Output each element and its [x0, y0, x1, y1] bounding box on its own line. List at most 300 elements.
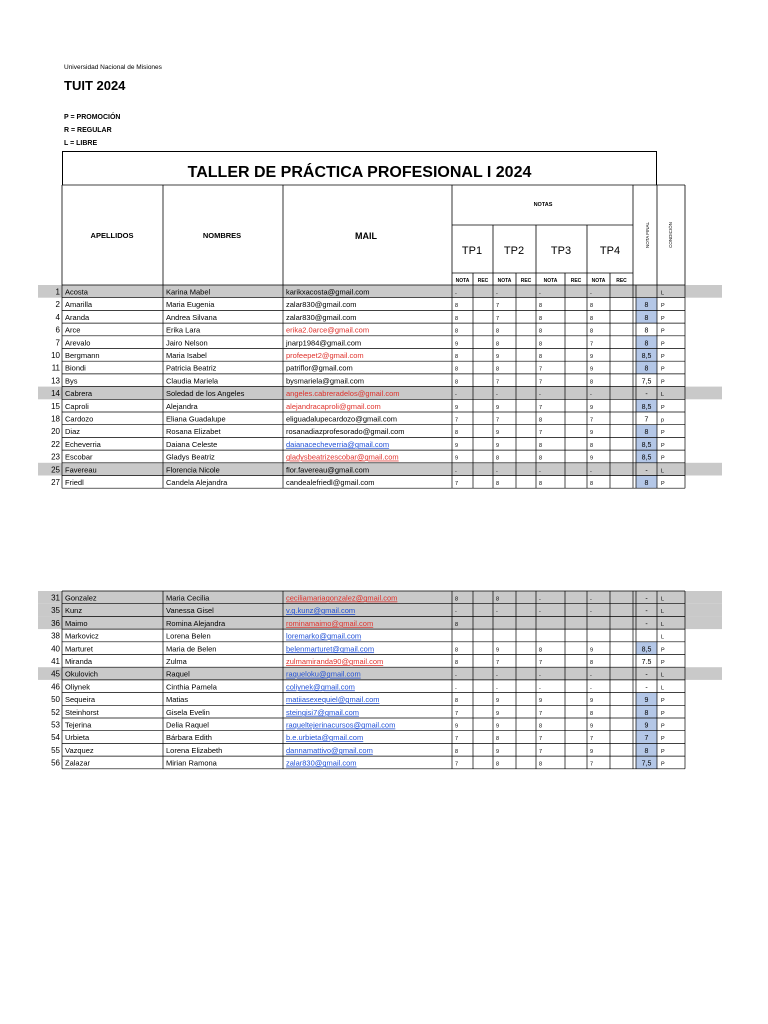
nombre-cell: Karina Mabel	[166, 287, 211, 297]
condition-cell: P	[661, 660, 665, 666]
condition-cell: L	[661, 609, 665, 616]
grade-cell: -	[496, 685, 498, 692]
condition-cell: P	[661, 315, 665, 322]
grade-cell: 9	[496, 404, 500, 411]
final-grade-cell: 8	[644, 302, 649, 310]
header-rec: REC	[520, 278, 532, 284]
apellido-cell: Marturet	[65, 644, 93, 654]
grade-cell: 8	[539, 303, 543, 310]
grade-cell: 8	[496, 481, 500, 487]
apellido-cell: Escobar	[65, 452, 93, 462]
table-row	[51, 450, 665, 463]
row-number: 14	[51, 389, 60, 399]
grade-cell: -	[455, 685, 457, 692]
grade-cell: 8	[496, 761, 500, 768]
mail-cell: patriflor@gmail.com	[286, 363, 353, 373]
grade-cell: 9	[496, 430, 500, 437]
grade-cell: 8	[590, 303, 594, 310]
final-grade-cell: 9	[644, 697, 649, 705]
grade-cell: 8	[496, 596, 500, 603]
grade-cell: 7	[455, 761, 459, 768]
row-number: 1	[55, 287, 60, 297]
condition-cell: P	[661, 354, 665, 360]
condition-cell: P	[661, 748, 665, 755]
final-grade-cell: -	[645, 620, 648, 628]
row-number: 31	[51, 593, 60, 603]
grade-cell: -	[455, 672, 457, 679]
apellido-cell: Arevalo	[65, 338, 91, 348]
grade-cell: 8	[455, 379, 459, 386]
table-row	[38, 616, 722, 629]
grade-cell: -	[539, 468, 541, 475]
grade-cell: 7	[539, 404, 543, 411]
table-row	[38, 463, 722, 476]
condition-cell: L	[661, 596, 665, 603]
grade-cell: 8	[539, 761, 543, 768]
header-nota-final: NOTA FINAL	[645, 222, 650, 248]
condition-cell: L	[661, 634, 665, 641]
grade-cell: 8	[539, 354, 543, 360]
row-number: 46	[51, 682, 60, 692]
final-grade-cell: 7	[644, 416, 649, 424]
nombre-cell: Daiana Celeste	[166, 439, 218, 449]
final-grade-cell: 9	[644, 722, 649, 730]
condition-cell: P	[661, 341, 665, 348]
grade-cell: -	[496, 609, 498, 616]
mail-cell: b.e.urbieta@gmail.com	[286, 733, 364, 743]
mail-cell: alejandracaproli@gmail.com	[286, 401, 381, 411]
final-grade-cell: 7,5	[641, 760, 652, 768]
nombre-cell: Vanessa Gisel	[166, 606, 214, 616]
grade-cell: 7	[539, 430, 543, 437]
apellido-cell: Amarilla	[65, 300, 93, 310]
final-grade-cell: -	[645, 595, 648, 603]
row-number: 22	[51, 439, 60, 449]
final-grade-cell: 8,5	[641, 454, 652, 462]
grades-table-group-1	[0, 283, 768, 493]
nombre-cell: Maria Eugenia	[166, 300, 215, 310]
nombre-cell: Gladys Beatriz	[166, 452, 215, 462]
table-row	[51, 437, 665, 450]
course-title: TUIT 2024	[64, 78, 126, 93]
nombre-cell: Andrea Silvana	[166, 312, 217, 322]
condition-cell: P	[661, 455, 665, 462]
table-row	[51, 476, 665, 489]
header-tp2: TP2	[503, 245, 525, 257]
apellido-cell: Miranda	[65, 657, 93, 666]
mail-cell: loremarko@gmail.com	[286, 631, 362, 641]
grade-cell: 8	[539, 723, 543, 730]
nombre-cell: Soledad de los Angeles	[166, 389, 245, 399]
grade-cell: -	[590, 609, 592, 616]
final-grade-cell: -	[645, 467, 648, 475]
mail-cell: rosanadiazprofesorado@gmail.com	[286, 427, 405, 437]
grade-cell: 7	[496, 660, 500, 666]
mail-cell: candealefriedl@gmail.com	[286, 478, 375, 487]
nombre-cell: Alejandra	[166, 401, 198, 411]
header-nota: NOTA	[497, 278, 512, 284]
grade-cell: 8	[455, 303, 459, 310]
grade-cell: 9	[496, 442, 500, 449]
mail-cell: ceciliamariagonzalez@gmail.com	[286, 593, 398, 603]
row-number: 41	[51, 657, 60, 666]
mail-cell: zalar830@gmail.com	[286, 300, 357, 310]
mail-cell: dannamattivo@gmail.com	[286, 745, 373, 755]
condition-cell: p	[661, 417, 665, 424]
table-row	[51, 743, 665, 756]
grade-cell: 7	[496, 303, 500, 310]
grade-cell: 8	[455, 366, 459, 373]
grade-cell: 8	[539, 341, 543, 348]
row-number: 18	[51, 414, 60, 424]
table-row	[51, 399, 665, 412]
row-number: 15	[51, 401, 60, 411]
row-highlight	[38, 463, 722, 476]
condition-cell: P	[661, 723, 665, 730]
grade-cell: 8	[590, 660, 594, 666]
nombre-cell: Candela Alejandra	[166, 478, 228, 487]
grade-cell: -	[590, 392, 592, 399]
grade-cell: 8	[455, 354, 459, 360]
grade-cell: 8	[539, 442, 543, 449]
row-number: 40	[51, 644, 60, 654]
apellido-cell: Bys	[65, 376, 78, 386]
grade-cell: 8	[455, 596, 459, 603]
mail-cell: profeepet2@gmail.com	[286, 351, 364, 360]
final-grade-cell: 7	[644, 735, 649, 743]
header-apellidos: APELLIDOS	[90, 231, 134, 240]
apellido-cell: Friedl	[65, 478, 84, 487]
mail-cell: gladysbeatrizescobar@gmail.com	[286, 452, 399, 462]
final-grade-cell: 8	[644, 429, 649, 437]
apellido-cell: Zalazar	[65, 758, 91, 768]
row-number: 13	[51, 376, 60, 386]
nombre-cell: Maria Isabel	[166, 351, 207, 360]
final-grade-cell: -	[645, 684, 648, 692]
grade-cell: -	[496, 392, 498, 399]
condition-cell: P	[661, 647, 665, 654]
condition-cell: P	[661, 736, 665, 743]
grade-cell: 8	[455, 315, 459, 322]
row-number: 52	[51, 707, 60, 717]
grade-cell: 8	[455, 430, 459, 437]
grade-cell: 8	[539, 315, 543, 322]
row-number: 50	[51, 695, 60, 705]
grade-cell: 7	[590, 417, 594, 424]
header-nota: NOTA	[591, 278, 606, 284]
row-number: 2	[55, 300, 60, 310]
mail-cell: raqueloku@gmail.com	[286, 669, 361, 679]
final-grade-cell: 8	[644, 340, 649, 348]
apellido-cell: Aranda	[65, 312, 90, 322]
grade-cell: -	[590, 596, 592, 603]
grade-cell: 9	[496, 748, 500, 755]
grade-cell: 9	[455, 723, 459, 730]
apellido-cell: Okulovich	[65, 669, 98, 679]
table-row	[38, 387, 722, 400]
final-grade-cell: 8,5	[641, 353, 652, 360]
nombre-cell: Cinthia Pamela	[166, 682, 217, 692]
condition-cell: L	[661, 672, 665, 679]
grade-cell: 7	[539, 736, 543, 743]
table-row	[38, 285, 722, 298]
row-number: 23	[51, 452, 60, 462]
grade-cell: 9	[496, 723, 500, 730]
table-row	[56, 298, 665, 311]
grade-cell: 8	[590, 315, 594, 322]
grade-cell: -	[539, 609, 541, 616]
nombre-cell: Lorena Elizabeth	[166, 745, 223, 755]
apellido-cell: Favereau	[65, 465, 97, 475]
grade-cell: 7	[590, 761, 594, 768]
header-tp1: TP1	[461, 245, 483, 257]
final-grade-cell: 8	[644, 327, 649, 335]
grade-cell: 7	[455, 481, 459, 487]
row-number: 7	[55, 338, 60, 348]
condition-cell: L	[661, 621, 665, 628]
final-grade-cell: 8,5	[641, 646, 652, 654]
final-grade-cell: 8	[644, 365, 649, 373]
apellido-cell: Oliynek	[65, 682, 91, 692]
table-row	[51, 731, 665, 744]
grade-cell: 8	[496, 736, 500, 743]
table-row	[56, 326, 665, 335]
mail-cell: karikxacosta@gmail.com	[286, 287, 370, 297]
nombre-cell: Bárbara Edith	[166, 733, 212, 743]
grade-cell: 7	[496, 379, 500, 386]
grade-cell: -	[455, 609, 457, 616]
final-grade-cell: 8,5	[641, 403, 652, 411]
row-number: 38	[51, 631, 60, 641]
nombre-cell: Rosana Elizabet	[166, 427, 221, 437]
grade-cell: 8	[590, 379, 594, 386]
condition-cell: P	[661, 442, 665, 449]
grade-cell: -	[455, 468, 457, 475]
header-nota: NOTA	[455, 278, 470, 284]
final-grade-cell: 8	[644, 480, 649, 487]
grade-cell: 7	[496, 417, 500, 424]
header-mail: MAIL	[355, 231, 377, 241]
nombre-cell: Raquel	[166, 669, 190, 679]
header-rec: REC	[570, 278, 582, 284]
grade-cell: 8	[539, 328, 543, 335]
mail-cell: zulmamiranda90@gmail.com	[286, 657, 384, 666]
nombre-cell: Matias	[166, 695, 189, 705]
table-row	[51, 349, 665, 362]
grade-cell: 7	[455, 736, 459, 743]
grade-cell: -	[496, 468, 498, 475]
final-grade-cell: -	[645, 608, 648, 616]
grade-cell: 8	[455, 698, 459, 705]
apellido-cell: Caproli	[65, 401, 89, 411]
mail-cell: zalar830@gmail.com	[286, 312, 357, 322]
row-number: 6	[55, 325, 60, 335]
condition-cell: P	[661, 328, 665, 335]
final-grade-cell: 8	[644, 747, 649, 755]
grade-cell: 8	[590, 442, 594, 449]
row-number: 35	[51, 606, 60, 616]
university-name: Universidad Nacional de Misiones	[64, 64, 162, 71]
grades-table-group-2	[0, 589, 768, 774]
grade-cell: 7	[590, 341, 594, 348]
table-row	[51, 632, 664, 641]
apellido-cell: Vazquez	[65, 745, 94, 755]
condition-cell: P	[661, 481, 665, 487]
grade-cell: 8	[539, 647, 543, 654]
row-number: 56	[51, 758, 60, 768]
grade-cell: 9	[590, 430, 594, 437]
nombre-cell: Delia Raquel	[166, 720, 209, 730]
row-number: 10	[51, 351, 60, 360]
condition-cell: P	[661, 430, 665, 437]
nombre-cell: Lorena Belen	[166, 631, 211, 641]
row-number: 27	[51, 478, 60, 487]
grade-cell: 8	[496, 455, 500, 462]
table-row	[51, 415, 664, 424]
grade-cell: 8	[455, 748, 459, 755]
condition-cell: P	[661, 379, 665, 386]
row-number: 55	[51, 745, 60, 755]
legend-libre: L = LIBRE	[64, 140, 98, 147]
apellido-cell: Bergmann	[65, 351, 100, 360]
grade-cell: 9	[455, 442, 459, 449]
table-row	[51, 693, 665, 706]
grade-cell: 8	[590, 328, 594, 335]
mail-cell: angeles.cabreradelos@gmail.com	[286, 389, 400, 399]
grade-cell: -	[590, 685, 592, 692]
condition-legend	[64, 111, 120, 150]
grade-cell: 8	[539, 417, 543, 424]
grade-cell: -	[539, 290, 541, 297]
mail-cell: matiiasexequiel@gmail.com	[286, 695, 380, 705]
row-number: 45	[51, 669, 60, 679]
grade-cell: 8	[455, 647, 459, 654]
table-row	[56, 336, 665, 349]
table-row	[56, 310, 665, 323]
mail-cell: flor.favereau@gmail.com	[286, 465, 370, 475]
nombre-cell: Romina Alejandra	[166, 618, 226, 628]
row-number: 11	[51, 363, 60, 373]
apellido-cell: Tejerina	[65, 720, 92, 730]
grade-cell: 9	[590, 698, 594, 705]
table-row	[38, 667, 722, 680]
nombre-cell: Mirian Ramona	[166, 758, 217, 768]
mail-cell: steingisi7@gmail.com	[286, 707, 360, 717]
header-rec: REC	[477, 278, 489, 284]
table-header	[0, 180, 768, 290]
grade-cell: 9	[590, 404, 594, 411]
grade-cell: -	[590, 468, 592, 475]
row-number: 25	[51, 465, 60, 475]
condition-cell: P	[661, 698, 665, 705]
header-tp4: TP4	[599, 245, 621, 257]
row-number: 54	[51, 733, 60, 743]
header-nombres: NOMBRES	[202, 231, 242, 240]
apellido-cell: Echeverria	[65, 439, 101, 449]
grade-cell: 7	[496, 315, 500, 322]
grade-cell: 8	[496, 341, 500, 348]
table-row	[51, 682, 664, 691]
grade-cell: 9	[496, 710, 500, 717]
grade-cell: 7	[590, 736, 594, 743]
condition-cell: L	[661, 290, 665, 297]
apellido-cell: Markovicz	[65, 631, 99, 641]
grade-cell: 8	[455, 660, 459, 666]
apellido-cell: Gonzalez	[65, 593, 97, 603]
mail-cell: erika2.0arce@gmail.com	[286, 325, 370, 335]
nombre-cell: Jairo Nelson	[166, 338, 208, 348]
grade-cell: 9	[590, 455, 594, 462]
condition-cell: P	[661, 404, 665, 411]
grade-cell: 7	[539, 379, 543, 386]
grade-cell: 9	[590, 354, 594, 360]
table-row	[51, 718, 665, 731]
nombre-cell: Patricia Beatriz	[166, 363, 217, 373]
grade-cell: 8	[539, 455, 543, 462]
grade-cell: 9	[455, 404, 459, 411]
grade-cell: 8	[455, 328, 459, 335]
table-row	[38, 591, 722, 604]
grade-cell: 7	[455, 417, 459, 424]
final-grade-cell: 8	[644, 314, 649, 322]
nombre-cell: Claudia Mariela	[166, 376, 219, 386]
table-row	[51, 425, 665, 438]
grade-cell: -	[539, 685, 541, 692]
grade-cell: 8	[455, 621, 459, 628]
nombre-cell: Florencia Nicole	[166, 465, 220, 475]
grade-cell: 7	[539, 660, 543, 666]
condition-cell: P	[661, 303, 665, 310]
condition-cell: L	[661, 685, 665, 692]
apellido-cell: Maimo	[65, 618, 88, 628]
grade-cell: -	[496, 672, 498, 679]
header-nota: NOTA	[543, 278, 558, 284]
row-number: 53	[51, 720, 60, 730]
grade-cell: 9	[455, 341, 459, 348]
grade-cell: 9	[455, 455, 459, 462]
mail-cell: daianacecheverria@gmail.com	[286, 439, 390, 449]
grade-cell: -	[539, 596, 541, 603]
grade-cell: 7	[455, 710, 459, 717]
mail-cell: rominamaimo@gmail.com	[286, 618, 374, 628]
grade-cell: 7	[539, 366, 543, 373]
legend-regular: R = REGULAR	[64, 127, 112, 134]
condition-cell: P	[661, 761, 665, 768]
grade-cell: 8	[590, 481, 594, 487]
row-number: 4	[55, 312, 60, 322]
table-row	[51, 657, 665, 666]
grade-cell: 7	[539, 710, 543, 717]
apellido-cell: Kunz	[65, 606, 83, 616]
grade-cell: -	[590, 672, 592, 679]
nombre-cell: Gisela Evelin	[166, 707, 210, 717]
apellido-cell: Cardozo	[65, 414, 94, 424]
grade-cell: -	[496, 290, 498, 297]
condition-cell: L	[661, 468, 665, 475]
grade-cell: 9	[590, 647, 594, 654]
header-rec: REC	[616, 278, 627, 284]
header-condicion: CONDICIÓN	[668, 222, 673, 248]
grade-cell: -	[455, 290, 457, 297]
nombre-cell: Zulma	[166, 657, 187, 666]
mail-cell: belenmarturet@gmail.com	[286, 644, 375, 654]
table-row	[51, 376, 665, 385]
mail-cell: jnarp1984@gmail.com	[286, 338, 362, 348]
grade-cell: 9	[496, 698, 500, 705]
row-highlight	[38, 616, 722, 629]
table-title: TALLER DE PRÁCTICA PROFESIONAL I 2024	[62, 151, 657, 185]
legend-promocion: P = PROMOCIÓN	[64, 114, 121, 121]
